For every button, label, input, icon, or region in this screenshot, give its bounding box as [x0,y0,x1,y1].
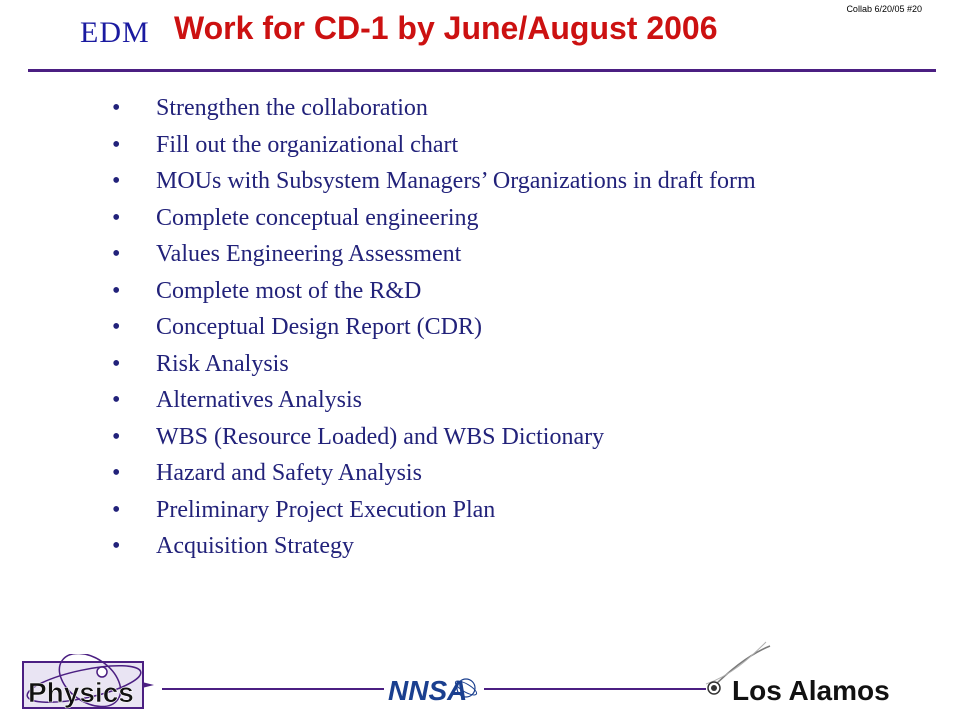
physics-logo [22,654,154,714]
bullet-dot: • [112,387,121,413]
bullet-item [100,236,840,273]
bullet-item [100,346,840,383]
bullet-text: WBS (Resource Loaded) and WBS Dictionary [156,423,605,450]
bullet-dot: • [112,496,121,523]
bullet-dot: • [112,168,121,194]
bullet-text: Conceptual Design Report (CDR) [156,314,482,340]
nnsa-logo-text: NNSA [388,675,468,706]
bullet-item [100,127,840,164]
footer-line-left [162,688,384,690]
bullet-item [100,419,840,456]
footer-line-right [484,688,706,690]
los-alamos-logo [700,640,890,706]
bullet-dot: • [112,533,121,559]
bullet-dot: • [112,423,121,450]
bullet-dot: • [112,314,121,340]
bullet-item [100,273,840,310]
bullet-dot: • [112,350,121,377]
bullet-text: Complete conceptual engineering [156,204,479,231]
edm-logo-text: EDM [80,16,150,49]
bullet-item [100,455,840,492]
bullet-item [100,528,840,565]
bullet-text: Acquisition Strategy [156,533,354,559]
bullet-item [100,309,840,346]
bullet-item [100,382,840,419]
bullet-dot: • [112,131,121,158]
bullet-item [100,90,840,127]
nnsa-logo [386,672,482,706]
bullet-text: Preliminary Project Execution Plan [156,496,496,523]
bullet-item [100,200,840,237]
bullet-text: Complete most of the R&D [156,277,422,304]
physics-logo-text: Physics [28,677,134,708]
bullet-dot: • [112,460,121,486]
bullet-text: MOUs with Subsystem Managers’ Organizations in draft form [156,168,756,194]
bullet-dot: • [112,241,121,267]
los-alamos-logo-text: Los Alamos [732,675,890,706]
bullet-dot: • [112,204,121,231]
title-divider [28,69,936,72]
bullet-text: Fill out the organizational chart [156,131,459,158]
bullet-text: Risk Analysis [156,350,289,377]
slide-title: Work for CD-1 by June/August 2006 [174,10,718,46]
bullet-text: Strengthen the collaboration [156,95,428,121]
bullet-text: Hazard and Safety Analysis [156,460,422,486]
bullet-list [100,90,840,565]
bullet-text: Alternatives Analysis [156,387,362,413]
edm-logo [80,16,150,50]
bullet-item [100,163,840,200]
bullet-text: Values Engineering Assessment [156,241,462,267]
bullet-item [100,492,840,529]
slide-reference: Collab 6/20/05 #20 [846,4,922,14]
bullet-dot: • [112,95,121,121]
bullet-dot: • [112,277,121,304]
